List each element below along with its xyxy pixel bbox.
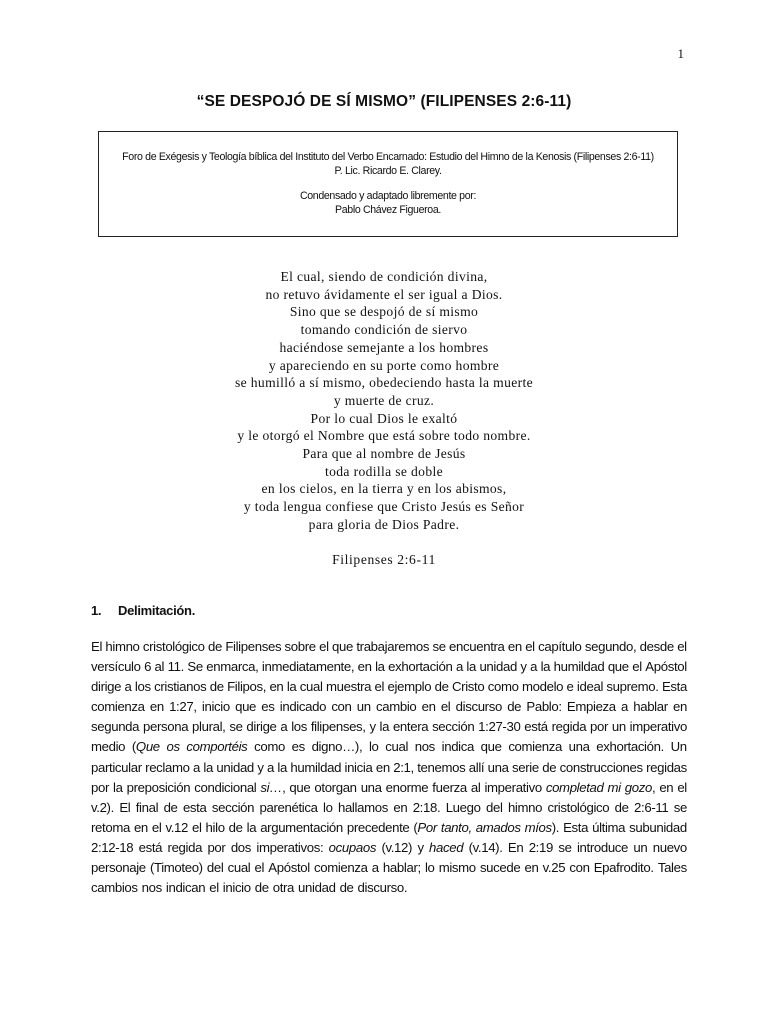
word: discurso. [357,880,408,896]
word: al [154,659,165,675]
word: plural, [192,719,226,735]
word: El [119,799,131,815]
word: un [633,839,648,855]
word: himno [105,639,140,654]
word: e [566,679,574,695]
word: a [193,759,201,775]
word: fuerza [432,779,467,795]
word: amados [475,819,521,835]
word: gozo, [624,779,656,795]
word: cristológico [142,639,205,654]
word: capítulo [538,639,582,654]
credits-source: Foro de Exégesis y Teología bíblica del Instituto del Verbo Encarnado: Estudio del Himno de la Kenosis (Filipenses 2:6-11) [122,151,654,163]
word: dos [230,839,252,855]
word: 11. [167,659,184,675]
word: sucede [479,860,521,876]
word: ejemplo [387,679,432,695]
word: v.12 [165,819,188,835]
word: Filipenses [225,639,282,654]
word: en [507,639,522,654]
word: de [208,639,222,654]
word: mi [607,779,621,795]
word: la [466,659,476,675]
word: y [257,759,264,775]
word: en [673,699,687,715]
word: del [486,799,503,815]
word: 2:18. [412,799,441,815]
word: cual [385,739,409,755]
word: v.2). [91,799,114,815]
paragraph-line [91,818,687,838]
word: Un [670,739,687,755]
word: míos). [524,819,560,835]
page-number: 1 [677,46,684,61]
word: en [149,699,164,715]
word: la [286,679,297,695]
word: inicio [201,699,230,715]
word: personaje [91,860,146,876]
word: comienza [313,860,368,876]
word: indicado [279,699,327,715]
word: comienza [508,739,562,755]
word: con [331,699,352,715]
word: en [357,659,372,675]
paragraph-line [91,697,687,717]
word: regida [167,839,203,855]
credits-box [98,131,678,237]
word: comportéis [186,739,248,755]
word: se [673,799,687,815]
word: segundo, [584,639,637,654]
word: con [569,860,590,876]
word: en [659,779,674,795]
word: sección [432,719,475,735]
word: unidad [216,759,254,775]
word: sobre [284,639,316,654]
hymn-verse: Para que al nombre de Jesús [302,446,466,462]
paragraph-line [91,677,687,697]
hymn-verse: en los cielos, en la tierra y en los abismos, [261,481,507,497]
hymn-verse: El cual, siendo de condición divina, [280,269,488,284]
word: serie [512,759,539,775]
word: sección [211,799,255,815]
word: el [191,819,202,835]
word: de [614,799,629,815]
word: se [558,839,572,855]
word: supremo. [606,679,659,695]
word: indican [165,880,206,896]
word: allí [468,759,485,775]
word: precedente [346,819,410,835]
word: en [375,759,390,775]
section-number: 1. [91,603,102,618]
word: unidad [298,880,336,896]
word: de [228,819,243,835]
word: por [590,719,609,735]
word: subunidad [629,819,687,835]
hymn-reference: Filipenses 2:6-11 [332,552,436,567]
paragraph-line [91,737,687,757]
word: el [440,699,451,715]
word: 2:1, [393,759,414,775]
word: como [254,739,285,755]
word: es [261,699,275,715]
word: medio [91,739,126,755]
word: un [356,699,371,715]
word: a [371,860,379,876]
hymn-verse: se humilló a sí mismo, obedeciendo hasta la muerte [235,375,533,391]
word: por [207,839,226,855]
paragraph-line [91,858,687,878]
word: imperativo [484,779,542,795]
word: el [209,880,219,896]
word: nuevo [652,839,687,855]
word: comienza [91,699,145,715]
word: hablar [633,699,668,715]
word: lo [368,739,379,755]
word: Filipos, [227,679,267,695]
body-paragraph [91,637,687,898]
word: filipenses, [310,719,366,735]
word: regida [551,719,587,735]
word: Empieza [566,699,616,715]
word: imperativos: [256,839,324,855]
word: un [611,719,626,735]
section-title: Delimitación. [118,603,196,618]
word: es [291,739,305,755]
word: está [524,719,548,735]
word: exhortación [388,659,453,675]
word: enorme [385,779,429,795]
word: inmediatamente, [261,659,355,675]
word: tenemos [417,759,466,775]
hymn-verse: toda rodilla se doble [325,463,443,479]
word: muestra [325,679,372,695]
word: nos [414,739,435,755]
word: Epafrodito. [593,860,654,876]
word: a [124,679,132,695]
hymn-verse: haciéndose semejante a los hombres [279,339,489,355]
word: Esta [563,819,589,835]
word: exhortación. [596,739,664,755]
section-heading [91,603,195,618]
word: dirige [246,719,277,735]
word: indica [441,739,474,755]
word: Apóstol [268,860,310,876]
word: entera [392,719,429,735]
word: a [266,759,274,775]
word: a [530,659,538,675]
word: hablar; [382,860,421,876]
word: se [432,639,446,654]
word: el [374,679,385,695]
word: que [480,739,502,755]
hymn-verse: y apareciendo en su porte como hombre [268,357,500,373]
word: persona [142,719,189,735]
word: una [360,779,382,795]
word: versículo [91,659,141,675]
word: tanto, [440,819,472,835]
word: os [166,739,180,755]
word: humildad [290,759,342,775]
word: última [592,819,626,835]
paragraph-line [91,717,687,737]
word: parenética [259,799,318,815]
word: que [607,659,629,675]
word: mismo [438,860,476,876]
word: himno [507,799,543,815]
word: una [487,759,509,775]
word: y [369,719,376,735]
word: preposición [126,779,191,795]
word: particular [91,759,142,775]
word: en [133,819,148,835]
word: la [375,659,385,675]
word: Luego [445,799,481,815]
word: retoma [91,819,130,835]
word: del [206,860,224,876]
word: en [421,699,436,715]
word: y [520,659,527,675]
word: v.25 [542,860,566,876]
word: el [254,860,265,876]
word: el [677,779,687,795]
word: 1:27-30 [478,719,521,735]
word: 1:27, [169,699,197,715]
hymn-verse: y le otorgó el Nombre que está sobre todo nombre. [237,428,531,444]
word: como [487,679,519,695]
word: 2:6-11 [634,799,669,815]
word: completad [545,779,604,795]
paragraph-line [91,778,687,798]
word: que [332,639,353,654]
word: (Que [131,739,160,755]
word: inicia [344,759,373,775]
word: de [507,699,522,715]
word: la [540,659,551,675]
word: una [568,739,590,755]
word: de [209,679,224,695]
word: unidad [479,659,517,675]
word: 6 [144,659,152,675]
word: reclamo [145,759,190,775]
word: otra [272,880,295,896]
paragraph-line [91,838,687,858]
word: En [507,839,524,855]
word: discurso [455,699,502,715]
word: la [277,759,287,775]
word: regidas [646,759,687,775]
paragraph-line [91,798,687,818]
word: de [254,880,269,896]
credits-adapted-label: Condensado y adaptado libremente por: [299,190,477,202]
word: el [319,639,329,654]
word: enmarca, [206,659,259,675]
paragraph-line [91,637,687,657]
word: a [280,719,288,735]
word: humildad [553,659,605,675]
word: 2:19 [528,839,553,855]
word: dirige [91,679,122,695]
hymn-verse: y muerte de cruz. [333,392,435,408]
hymn-verse: Por lo cual Dios le exaltó [310,410,458,426]
word: Tales [657,860,687,876]
word: la [379,719,390,735]
word: que [289,779,311,795]
word: segunda [91,719,140,735]
paragraph-line [91,657,687,677]
word: trabajaremos [356,639,430,654]
word: (v.12) [381,839,413,855]
word: que [235,699,257,715]
word: Se [187,659,203,675]
word: los [134,679,151,695]
credits-author: P. Lic. Ricardo E. Clarey. [334,164,442,177]
word: cambio [375,699,417,715]
word: Pablo: [526,699,562,715]
word: El [91,639,103,654]
word: lo [424,860,435,876]
word: a [621,699,628,715]
word: de [542,759,557,775]
word: de [163,799,178,815]
word: si…, [260,779,286,795]
word: de [339,880,354,896]
word: el [151,819,162,835]
word: la [113,779,123,795]
word: cambios [91,880,138,896]
word: hallamos [337,799,388,815]
word: y [417,839,424,855]
word: por [91,779,110,795]
word: digno…), [311,739,363,755]
word: en [393,799,408,815]
credits-adapter: Pablo Chávez Figueroa. [335,203,441,216]
hymn-verse: no retuvo ávidamente el ser igual a Dios. [265,286,503,302]
word: lo [323,799,333,815]
word: se [229,719,243,735]
word: inicio [222,880,251,896]
hymn-text [0,268,768,534]
word: haced [429,839,464,855]
hymn-verse: Sino que se despojó de sí mismo [289,304,479,320]
word: imperativo [629,719,687,735]
word: de [434,679,449,695]
word: el [525,639,535,654]
word: la [246,819,257,835]
word: modelo [521,679,564,695]
hymn-verse: tomando condición de siervo [300,322,468,338]
word: condicional [194,779,257,795]
word: 2:12-18 [91,839,134,855]
word: cristológico [547,799,610,815]
word: la [203,759,213,775]
word: hilo [205,819,225,835]
word: está [138,839,163,855]
word: construcciones [559,759,643,775]
word: cual [227,860,251,876]
word: ideal [576,679,604,695]
word: final [135,799,159,815]
word: cual [299,679,323,695]
word: introduce [576,839,629,855]
word: los [291,719,307,735]
word: (Por [413,819,437,835]
word: desde [639,639,674,654]
word: Apóstol [645,659,687,675]
word: argumentación [260,819,343,835]
word: (v.14). [468,839,503,855]
paragraph-line [91,878,687,898]
word: al [470,779,481,795]
hymn-verse: y toda lengua confiese que Cristo Jesús es Señor [243,499,525,515]
hymn-verse: para gloria de Dios Padre. [308,516,460,532]
word: a [455,659,463,675]
document-title: “SE DESPOJÓ DE SÍ MISMO” (FILIPENSES 2:6-11) [196,93,572,110]
word: esta [182,799,207,815]
word: cristianos [154,679,207,695]
word: en [269,679,284,695]
word: Cristo [452,679,485,695]
word: encuentra [449,639,505,654]
word: (Timoteo) [149,860,203,876]
word: otorgan [314,779,357,795]
word: ocupaos [328,839,377,855]
word: nos [141,880,162,896]
word: el [632,659,642,675]
word: el [677,639,687,654]
word: en [524,860,539,876]
word: Esta [661,679,687,695]
paragraph-line [91,758,687,778]
